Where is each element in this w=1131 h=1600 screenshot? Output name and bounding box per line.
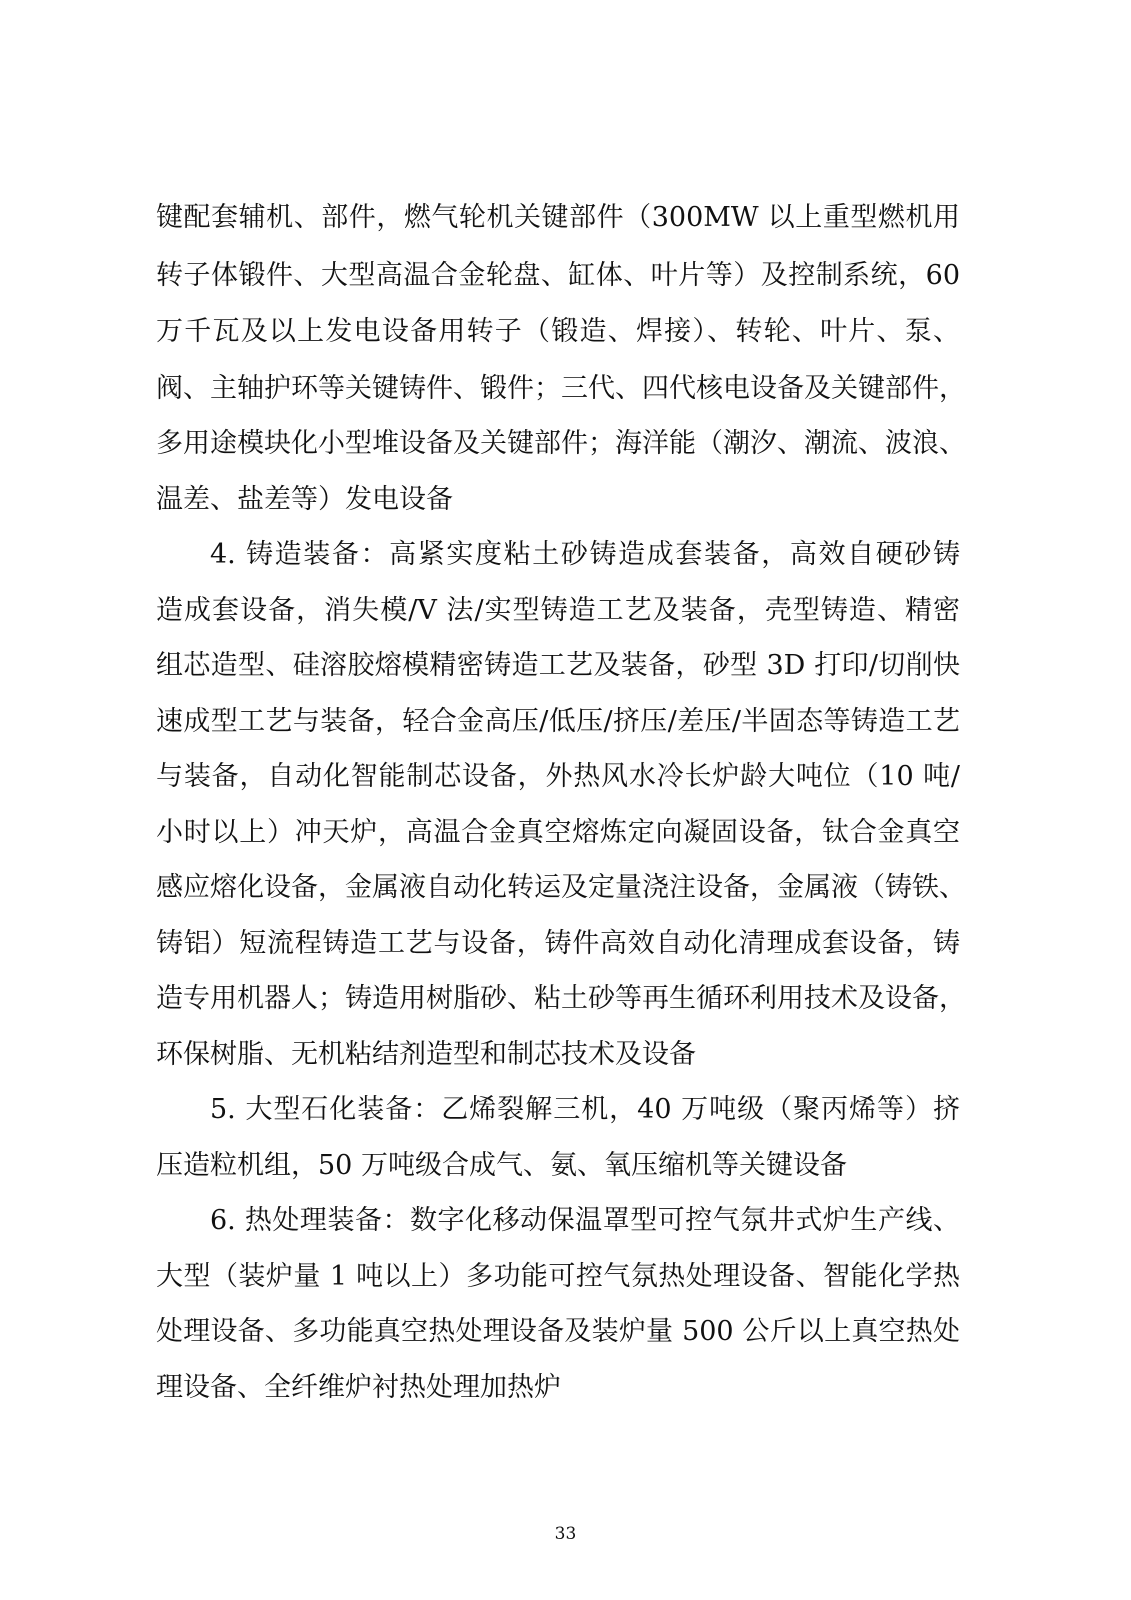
text-line: 压造粒机组，50 万吨级合成气、氨、氧压缩机等关键设备 (156, 1150, 847, 1181)
text-line: 键配套辅机、部件，燃气轮机关键部件（300MW 以上重型燃机用 (156, 202, 960, 233)
text-line: 组芯造型、硅溶胶熔模精密铸造工艺及装备，砂型 3D 打印/切削快 (156, 650, 960, 681)
text-line: 环保树脂、无机粘结剂造型和制芯技术及设备 (156, 1039, 696, 1070)
text-line: 速成型工艺与装备，轻合金高压/低压/挤压/差压/半固态等铸造工艺 (156, 706, 960, 737)
text-line: 与装备，自动化智能制芯设备，外热风水冷长炉龄大吨位（10 吨/ (156, 761, 960, 792)
text-line: 造成套设备，消失模/V 法/实型铸造工艺及装备，壳型铸造、精密 (156, 595, 960, 626)
text-line: 转子体锻件、大型高温合金轮盘、缸体、叶片等）及控制系统，60 (156, 260, 960, 291)
text-line: 理设备、全纤维炉衬热处理加热炉 (156, 1372, 561, 1403)
text-line: 造专用机器人；铸造用树脂砂、粘土砂等再生循环利用技术及设备， (156, 983, 966, 1014)
text-line: 大型（装炉量 1 吨以上）多功能可控气氛热处理设备、智能化学热 (156, 1261, 960, 1292)
text-line: 处理设备、多功能真空热处理设备及装炉量 500 公斤以上真空热处 (156, 1316, 960, 1347)
list-item-heading-line: 5. 大型石化装备：乙烯裂解三机，40 万吨级（聚丙烯等）挤 (210, 1094, 960, 1125)
text-line: 温差、盐差等）发电设备 (156, 484, 453, 515)
list-item-heading-line: 6. 热处理装备：数字化移动保温罩型可控气氛井式炉生产线、 (210, 1205, 960, 1236)
list-item-heading-line: 4. 铸造装备：高紧实度粘土砂铸造成套装备，高效自硬砂铸 (210, 539, 960, 570)
text-line: 阀、主轴护环等关键铸件、锻件；三代、四代核电设备及关键部件， (156, 373, 966, 404)
text-line: 感应熔化设备，金属液自动化转运及定量浇注设备，金属液（铸铁、 (156, 872, 966, 903)
page-number: 33 (554, 1524, 577, 1544)
text-line: 万千瓦及以上发电设备用转子（锻造、焊接）、转轮、叶片、泵、 (156, 316, 960, 347)
text-line: 铸铝）短流程铸造工艺与设备，铸件高效自动化清理成套设备，铸 (156, 928, 960, 959)
text-line: 多用途模块化小型堆设备及关键部件；海洋能（潮汐、潮流、波浪、 (156, 428, 966, 459)
text-line: 小时以上）冲天炉，高温合金真空熔炼定向凝固设备，钛合金真空 (156, 817, 960, 848)
